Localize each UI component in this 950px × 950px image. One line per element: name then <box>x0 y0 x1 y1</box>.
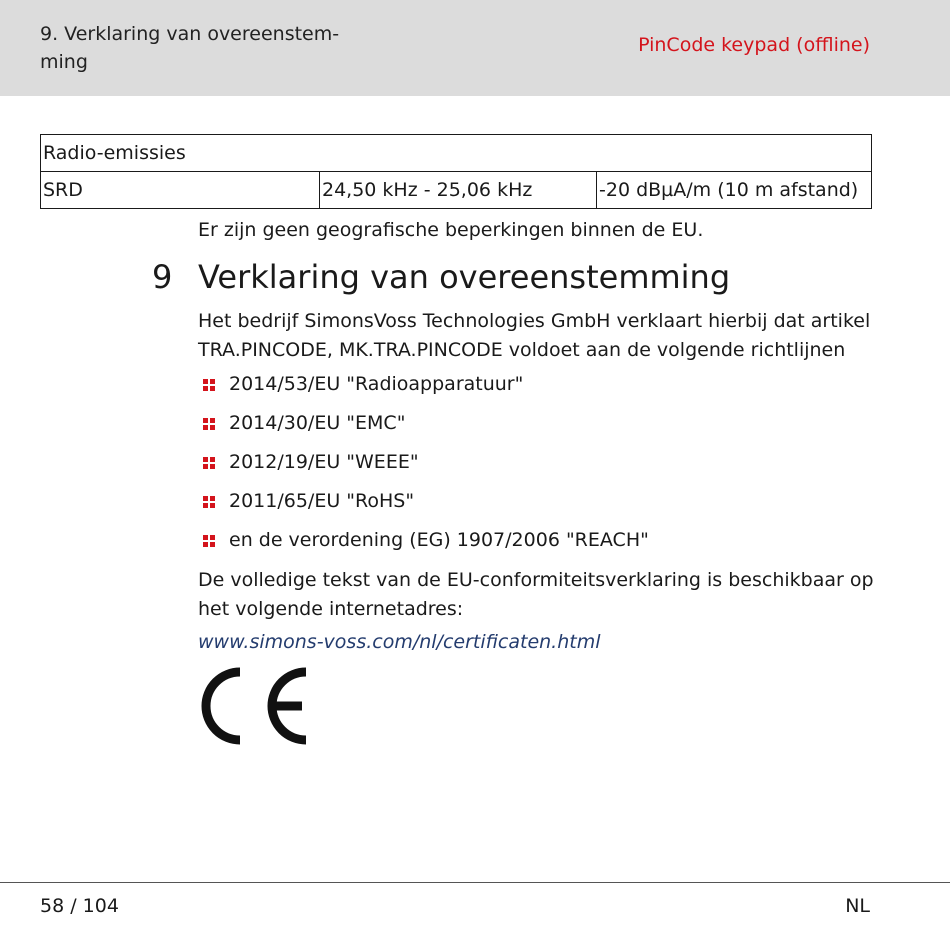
directive-list <box>198 373 649 568</box>
directive-label: en de verordening (EG) 1907/2006 "REACH" <box>229 529 649 551</box>
radio-emissions-table <box>40 134 872 209</box>
table-cell-power: -20 dBµA/m (10 m afstand) <box>597 172 872 209</box>
list-item <box>198 373 649 412</box>
list-item <box>198 412 649 451</box>
table-header-row <box>41 135 872 172</box>
certificates-link[interactable]: www.simons-voss.com/nl/certificaten.html <box>198 631 601 653</box>
page-header <box>0 0 950 96</box>
table-heading-cell: Radio-emissies <box>41 135 872 172</box>
bullet-icon <box>203 457 216 470</box>
bullet-icon <box>203 379 216 392</box>
table-cell-type: SRD <box>41 172 320 209</box>
bullet-icon <box>203 535 216 548</box>
directive-label: 2014/53/EU "Radioapparatuur" <box>229 373 524 395</box>
header-product-name: PinCode keypad (offline) <box>638 34 870 56</box>
section-title: Verklaring van overeenstemming <box>198 258 731 296</box>
ce-mark-icon <box>196 664 312 748</box>
directive-label: 2014/30/EU "EMC" <box>229 412 406 434</box>
list-item <box>198 490 649 529</box>
table-cell-frequency: 24,50 kHz - 25,06 kHz <box>320 172 597 209</box>
list-item <box>198 529 649 568</box>
restrictions-note: Er zijn geen geografische beperkingen binnen de EU. <box>198 219 704 241</box>
directive-label: 2012/19/EU "WEEE" <box>229 451 419 473</box>
bullet-icon <box>203 496 216 509</box>
language-code: NL <box>845 895 870 917</box>
header-chapter-title: 9. Verklaring van overeenstem-ming <box>40 23 340 73</box>
bullet-icon <box>203 418 216 431</box>
intro-paragraph: Het bedrijf SimonsVoss Technologies GmbH verklaart hierbij dat artikel TRA.PINCODE, MK.TRA.PINCODE voldoet aan de volgende richtlijnen <box>198 310 871 361</box>
table-row <box>41 172 872 209</box>
page-number: 58 / 104 <box>40 895 119 917</box>
directive-label: 2011/65/EU "RoHS" <box>229 490 415 512</box>
list-item <box>198 451 649 490</box>
section-number: 9 <box>152 258 173 296</box>
footer-divider <box>0 882 950 883</box>
full-text-paragraph: De volledige tekst van de EU-conformiteitsverklaring is beschikbaar op het volgende internetadres: <box>198 569 874 620</box>
